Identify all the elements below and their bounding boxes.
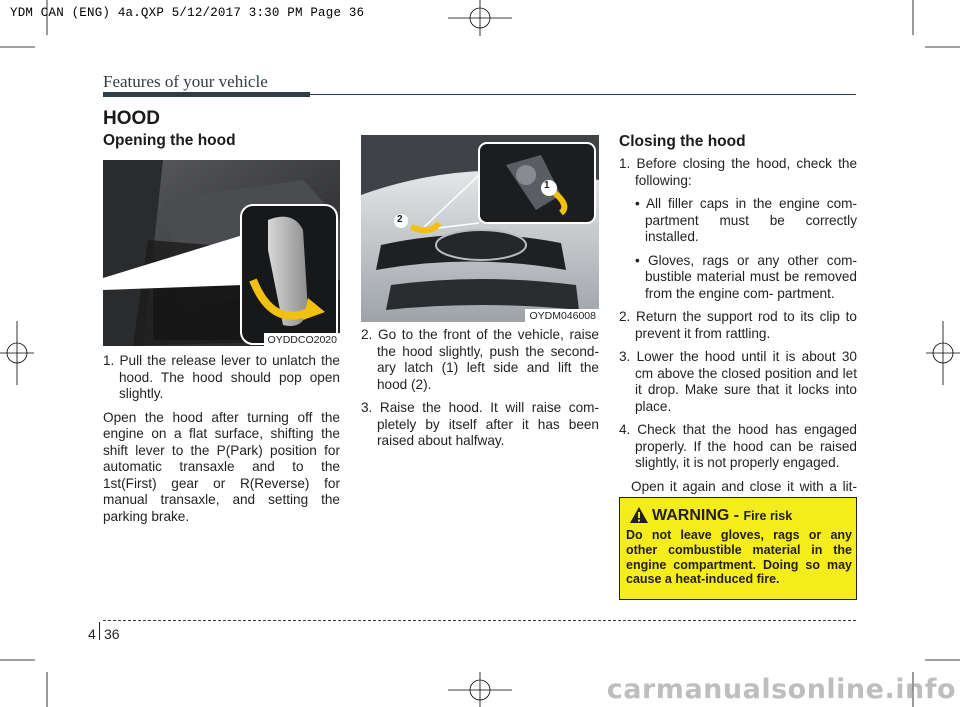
closing-step-2: 2. Return the support rod to its clip to prevent it from rattling. xyxy=(619,309,857,341)
header-bar xyxy=(103,92,310,97)
release-lever-photo xyxy=(103,160,340,346)
warning-triangle-icon xyxy=(629,506,649,524)
opening-steps-continued xyxy=(361,327,599,457)
closing-step-4-note: Open it again and close it with a lit- xyxy=(631,478,857,494)
opening-step-2: 2. Go to the front of the vehicle, raise the hood slightly, push the second- ary latch (1) left side and lift the hood (2). xyxy=(361,327,599,392)
closing-bullet-2: • Gloves, rags or any other com- bustible material must be removed from the engine com- partment. xyxy=(635,252,857,301)
closing-step-1: 1. Before closing the hood, check the following: xyxy=(619,156,857,188)
print-slug: YDM CAN (ENG) 4a.QXP 5/12/2017 3:30 PM Page 36 xyxy=(10,6,365,20)
warning-subtitle: Fire risk xyxy=(743,509,793,523)
hood-latch-photo xyxy=(361,135,599,322)
footer-rule xyxy=(103,620,856,621)
footer-divider xyxy=(99,622,100,640)
closing-step-4: 4. Check that the hood has engaged properly. If the hood can be raised slightly, it is not properly engaged. xyxy=(619,422,857,470)
warning-text: Do not leave gloves, rags or any other combustible material in the engine compartment. Doing so may cause a heat-induced fire. xyxy=(626,528,852,587)
opening-step-1: 1. Pull the release lever to unlatch the hood. The hood should pop open slightly. xyxy=(103,353,340,401)
warning-label: WARNING - xyxy=(652,507,744,524)
closing-heading: Closing the hood xyxy=(619,133,746,150)
chapter-number: 4 xyxy=(88,626,96,642)
opening-step-3: 3. Raise the hood. It will raise com- pletely by itself after it has been raised about halfway. xyxy=(361,400,599,448)
closing-bullet-1: • All filler caps in the engine com- partment must be correctly installed. xyxy=(635,196,857,244)
closing-step-3: 3. Lower the hood until it is about 30 cm above the closed position and let it drop. Make sure that it locks into place. xyxy=(619,349,857,414)
page-title: HOOD xyxy=(103,108,160,129)
opening-heading: Opening the hood xyxy=(103,132,236,149)
warning-box xyxy=(619,497,857,600)
photo-code: OYDM046008 xyxy=(525,309,599,322)
warning-title xyxy=(652,507,792,525)
opening-note: Open the hood after turning off the engine on a flat surface, shifting the shift lever to the P(Park) position for automatic transaxle and to the 1st(First) gear or R(Reverse) for manual transaxle, and setting the parking brake. xyxy=(103,409,340,524)
watermark: carmanualsonline.info xyxy=(606,674,956,705)
closing-steps xyxy=(619,156,857,512)
release-lever-illustration xyxy=(103,160,340,346)
callout-1: 1 xyxy=(544,180,550,191)
section-header: Features of your vehicle xyxy=(103,72,268,91)
hood-latch-illustration xyxy=(361,135,599,322)
callout-2: 2 xyxy=(397,214,403,225)
opening-steps xyxy=(103,353,340,525)
page-number: 36 xyxy=(104,626,120,642)
photo-code: OYDDCO2020 xyxy=(264,333,340,346)
header-rule xyxy=(310,94,856,95)
